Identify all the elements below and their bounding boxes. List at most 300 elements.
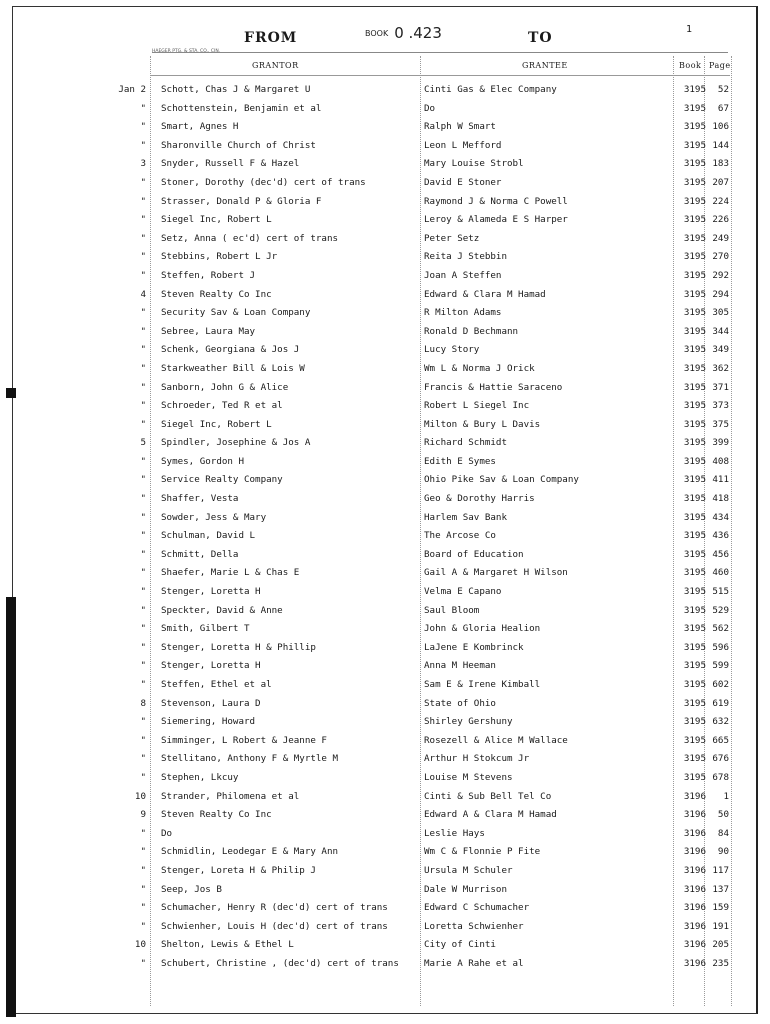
entry-book: 3195 (683, 660, 706, 672)
entry-book: 3195 (683, 604, 706, 616)
entry-date: " (140, 121, 146, 133)
entry-date: " (140, 214, 146, 226)
entry-page: 90 (717, 846, 729, 858)
entry-grantee: Ralph W Smart (424, 121, 496, 133)
table-row (0, 193, 770, 212)
entry-grantor: Schott, Chas J & Margaret U (161, 84, 311, 95)
entry-date: " (140, 493, 146, 505)
entry-page: 106 (712, 121, 729, 133)
entry-grantor: Schubert, Christine , (dec'd) cert of trans (161, 957, 399, 969)
entry-date: " (140, 418, 146, 430)
entry-grantee: Lucy Story (424, 344, 480, 356)
entry-date: " (140, 511, 146, 523)
entry-grantee: Leroy & Alameda E S Harper (424, 214, 568, 226)
entry-grantor: Stellitano, Anthony F & Myrtle M (161, 753, 339, 765)
entry-date: " (140, 530, 146, 542)
entry-book: 3196 (683, 883, 706, 895)
entry-date: Jan 2 (118, 84, 146, 95)
entry-grantee: Raymond J & Norma C Powell (424, 195, 568, 207)
entry-book: 3195 (683, 586, 706, 598)
entry-grantee: Dale W Murrison (424, 883, 507, 895)
entry-grantee: Geo & Dorothy Harris (424, 493, 535, 505)
entry-date: " (140, 102, 146, 114)
entry-book: 3195 (683, 455, 706, 467)
entry-grantor: Sebree, Laura May (161, 325, 256, 337)
entry-page: 224 (712, 195, 729, 207)
entry-page: 456 (712, 548, 729, 560)
entry-book: 3196 (683, 827, 706, 839)
table-row (0, 155, 770, 174)
entry-book: 3195 (683, 493, 706, 505)
entry-grantee: Ohio Pike Sav & Loan Company (424, 474, 579, 486)
entry-grantor: Schulman, David L (161, 530, 256, 542)
entry-grantee: Ronald D Bechmann (424, 325, 519, 337)
entry-date: " (140, 400, 146, 412)
table-row (0, 341, 770, 360)
entry-grantee: R Milton Adams (424, 307, 502, 319)
table-row (0, 379, 770, 398)
table-row (0, 137, 770, 156)
entry-grantee: Francis & Hattie Saraceno (424, 381, 563, 393)
table-row (0, 881, 770, 900)
entry-page: 50 (717, 809, 729, 821)
entry-grantee: Louise M Stevens (424, 771, 513, 783)
entry-grantee: Joan A Steffen (424, 269, 502, 281)
entry-grantor: Steven Realty Co Inc (161, 288, 272, 300)
table-row (0, 769, 770, 788)
table-row (0, 267, 770, 286)
entry-grantor: Shaffer, Vesta (161, 493, 239, 505)
entry-date: " (140, 753, 146, 765)
table-row (0, 955, 770, 974)
entry-date: " (140, 957, 146, 969)
entry-grantee: City of Cinti (424, 939, 496, 951)
entry-grantor: Stebbins, Robert L Jr (161, 251, 278, 263)
entry-grantor: Smith, Gilbert T (161, 623, 250, 635)
entry-book: 3196 (683, 790, 706, 802)
entry-book: 3196 (683, 846, 706, 858)
entry-date: " (140, 567, 146, 579)
entry-book: 3195 (683, 530, 706, 542)
entry-book: 3196 (683, 902, 706, 914)
entry-book: 3195 (683, 716, 706, 728)
entry-grantee: Richard Schmidt (424, 437, 507, 449)
entry-date: " (140, 381, 146, 393)
entry-date: " (140, 195, 146, 207)
table-row (0, 118, 770, 137)
entry-grantor: Siegel Inc, Robert L (161, 418, 272, 430)
entry-date: " (140, 176, 146, 188)
entry-grantee: Arthur H Stokcum Jr (424, 753, 530, 765)
entry-page: 676 (712, 753, 729, 765)
table-row (0, 918, 770, 937)
entry-grantee: Sam E & Irene Kimball (424, 679, 541, 690)
entry-book: 3195 (683, 511, 706, 523)
entry-grantor: Simminger, L Robert & Jeanne F (161, 734, 327, 746)
entry-grantor: Steffen, Ethel et al (161, 679, 272, 690)
table-row (0, 657, 770, 676)
table-row (0, 750, 770, 769)
entry-grantor: Sanborn, John G & Alice (161, 381, 289, 393)
table-row (0, 81, 770, 100)
entry-date: " (140, 232, 146, 244)
entry-date: 4 (140, 288, 146, 300)
entry-grantor: Shaefer, Marie L & Chas E (161, 567, 300, 579)
entry-book: 3195 (683, 400, 706, 412)
table-row (0, 862, 770, 881)
column-header-book: Book (679, 61, 702, 70)
entry-grantee: Saul Bloom (424, 604, 480, 616)
entry-grantor: Steven Realty Co Inc (161, 809, 272, 821)
table-row (0, 286, 770, 305)
entry-page: 144 (712, 139, 729, 151)
entry-grantor: Siegel Inc, Robert L (161, 214, 272, 226)
entry-book: 3195 (683, 102, 706, 114)
entry-grantee: Board of Education (424, 548, 524, 560)
table-row (0, 825, 770, 844)
entry-grantee: Peter Setz (424, 232, 480, 244)
table-row (0, 899, 770, 918)
entry-grantee: Marie A Rahe et al (424, 957, 524, 969)
printer-imprint: HAEGER PTG. & STA. CO., CIN. (152, 49, 221, 54)
entry-book: 3195 (683, 121, 706, 133)
entry-grantee: Cinti & Sub Bell Tel Co (424, 790, 552, 802)
entry-page: 599 (712, 660, 729, 672)
entry-date: " (140, 641, 146, 653)
entry-book: 3195 (683, 176, 706, 188)
table-row (0, 695, 770, 714)
entry-grantor: Sharonville Church of Christ (161, 139, 316, 151)
entry-grantor: Schenk, Georgiana & Jos J (161, 344, 300, 356)
entry-book: 3195 (683, 158, 706, 170)
entry-grantor: Security Sav & Loan Company (161, 307, 311, 319)
entry-grantor: Schwienher, Louis H (dec'd) cert of trans (161, 920, 388, 932)
entry-page: 596 (712, 641, 729, 653)
table-row (0, 360, 770, 379)
entry-grantor: Sowder, Jess & Mary (161, 511, 267, 523)
entry-grantee: Cinti Gas & Elec Company (424, 84, 557, 95)
entry-date: " (140, 734, 146, 746)
entry-grantee: John & Gloria Healion (424, 623, 541, 635)
entry-book: 3195 (683, 232, 706, 244)
table-row (0, 397, 770, 416)
entry-book: 3195 (683, 251, 706, 263)
entry-date: " (140, 362, 146, 374)
entry-page: 207 (712, 176, 729, 188)
table-row (0, 676, 770, 695)
book-stamp (365, 24, 442, 42)
entry-page: 84 (717, 827, 729, 839)
from-heading: FROM (244, 30, 298, 46)
entry-page: 249 (712, 232, 729, 244)
entry-grantor: Snyder, Russell F & Hazel (161, 158, 300, 170)
entry-book: 3195 (683, 548, 706, 560)
entry-grantor: Schumacher, Henry R (dec'd) cert of trans (161, 902, 388, 914)
entry-page: 375 (712, 418, 729, 430)
entry-date: " (140, 474, 146, 486)
entry-date: 8 (140, 697, 146, 709)
entry-grantee: Leon L Mefford (424, 139, 502, 151)
entry-grantor: Schmidlin, Leodegar E & Mary Ann (161, 846, 339, 858)
entry-page: 434 (712, 511, 729, 523)
entry-grantee: Milton & Bury L Davis (424, 418, 541, 430)
entry-page: 362 (712, 362, 729, 374)
entry-date: " (140, 139, 146, 151)
table-row (0, 304, 770, 323)
entry-grantee: David E Stoner (424, 176, 502, 188)
table-row (0, 434, 770, 453)
entry-page: 411 (712, 474, 729, 486)
entry-grantor: Schottenstein, Benjamin et al (161, 102, 322, 114)
table-row (0, 564, 770, 583)
entry-grantee: Shirley Gershuny (424, 716, 513, 728)
entry-book: 3195 (683, 362, 706, 374)
entry-date: " (140, 307, 146, 319)
entry-grantee: Loretta Schwienher (424, 920, 524, 932)
entry-grantee: Rosezell & Alice M Wallace (424, 734, 568, 746)
entry-date: " (140, 883, 146, 895)
entry-page: 399 (712, 437, 729, 449)
entry-page: 137 (712, 883, 729, 895)
entry-book: 3195 (683, 437, 706, 449)
entry-grantee: Edward & Clara M Hamad (424, 288, 546, 300)
entry-book: 3195 (683, 623, 706, 635)
entry-book: 3195 (683, 195, 706, 207)
entry-date: " (140, 864, 146, 876)
entry-grantor: Stoner, Dorothy (dec'd) cert of trans (161, 176, 366, 188)
entry-page: 418 (712, 493, 729, 505)
deed-index-table (0, 81, 770, 974)
entry-grantor: Setz, Anna ( ec'd) cert of trans (161, 232, 339, 244)
entry-date: " (140, 660, 146, 672)
table-row (0, 509, 770, 528)
table-row (0, 583, 770, 602)
entry-date: " (140, 455, 146, 467)
entry-grantee: Edith E Symes (424, 455, 496, 467)
entry-grantee: Velma E Capano (424, 586, 502, 598)
entry-date: " (140, 920, 146, 932)
entry-book: 3196 (683, 809, 706, 821)
book-stamp-value: 0 .423 (394, 24, 442, 42)
entry-grantor: Shelton, Lewis & Ethel L (161, 939, 294, 951)
entry-date: " (140, 679, 146, 690)
entry-grantee: Gail A & Margaret H Wilson (424, 567, 568, 579)
entry-date: " (140, 344, 146, 356)
entry-page: 529 (712, 604, 729, 616)
entry-date: " (140, 902, 146, 914)
table-row (0, 174, 770, 193)
entry-page: 562 (712, 623, 729, 635)
entry-book: 3195 (683, 269, 706, 281)
table-row (0, 936, 770, 955)
table-row (0, 416, 770, 435)
entry-grantor: Steffen, Robert J (161, 269, 256, 281)
entry-page: 305 (712, 307, 729, 319)
entry-page: 436 (712, 530, 729, 542)
entry-grantor: Stenger, Loreta H & Philip J (161, 864, 316, 876)
entry-book: 3195 (683, 474, 706, 486)
entry-grantee: Reita J Stebbin (424, 251, 507, 263)
entry-page: 665 (712, 734, 729, 746)
entry-grantee: Ursula M Schuler (424, 864, 513, 876)
entry-grantor: Smart, Agnes H (161, 121, 239, 133)
entry-page: 515 (712, 586, 729, 598)
entry-page: 67 (717, 102, 729, 114)
column-header-rule (150, 75, 730, 76)
entry-page: 373 (712, 400, 729, 412)
entry-grantor: Service Realty Company (161, 474, 283, 486)
entry-date: " (140, 251, 146, 263)
table-row (0, 620, 770, 639)
entry-book: 3195 (683, 288, 706, 300)
entry-book: 3195 (683, 734, 706, 746)
table-row (0, 806, 770, 825)
entry-date: 3 (140, 158, 146, 170)
entry-book: 3195 (683, 771, 706, 783)
entry-grantee: Anna M Heeman (424, 660, 496, 672)
table-row (0, 843, 770, 862)
table-row (0, 471, 770, 490)
entry-grantor: Spindler, Josephine & Jos A (161, 437, 311, 449)
entry-book: 3195 (683, 418, 706, 430)
entry-date: " (140, 846, 146, 858)
entry-book: 3195 (683, 139, 706, 151)
entry-grantor: Stephen, Lkcuy (161, 771, 239, 783)
entry-date: " (140, 716, 146, 728)
entry-grantee: Edward A & Clara M Hamad (424, 809, 557, 821)
table-row (0, 230, 770, 249)
table-row (0, 323, 770, 342)
entry-book: 3195 (683, 753, 706, 765)
entry-grantor: Schroeder, Ted R et al (161, 400, 283, 412)
entry-page: 1 (723, 790, 729, 802)
entry-grantor: Schmitt, Della (161, 548, 239, 560)
entry-page: 270 (712, 251, 729, 263)
entry-book: 3195 (683, 679, 706, 690)
entry-date: 10 (134, 790, 146, 802)
entry-book: 3195 (683, 344, 706, 356)
entry-grantor: Stevenson, Laura D (161, 697, 261, 709)
table-row (0, 248, 770, 267)
entry-date: " (140, 269, 146, 281)
column-header-grantor: GRANTOR (252, 61, 299, 70)
entry-page: 678 (712, 771, 729, 783)
entry-grantor: Strander, Philomena et al (161, 790, 300, 802)
entry-date: " (140, 604, 146, 616)
entry-grantor: Seep, Jos B (161, 883, 222, 895)
entry-page: 632 (712, 716, 729, 728)
entry-date: " (140, 325, 146, 337)
column-header-page: Page (709, 61, 731, 70)
entry-page: 292 (712, 269, 729, 281)
table-row (0, 713, 770, 732)
entry-grantee: Mary Louise Strobl (424, 158, 524, 170)
entry-date: " (140, 623, 146, 635)
entry-page: 191 (712, 920, 729, 932)
entry-grantee: Robert L Siegel Inc (424, 400, 530, 412)
entry-book: 3196 (683, 864, 706, 876)
sheet-number: 1 (686, 24, 693, 35)
entry-grantor: Stenger, Loretta H (161, 660, 261, 672)
table-row (0, 602, 770, 621)
entry-grantee: Do (424, 102, 436, 114)
entry-page: 619 (712, 697, 729, 709)
entry-grantor: Stenger, Loretta H (161, 586, 261, 598)
table-row (0, 546, 770, 565)
entry-grantee: LaJene E Kombrinck (424, 641, 524, 653)
entry-date: 10 (134, 939, 146, 951)
entry-grantee: Wm L & Norma J Orick (424, 362, 535, 374)
entry-book: 3195 (683, 641, 706, 653)
entry-page: 344 (712, 325, 729, 337)
entry-book: 3195 (683, 84, 706, 95)
entry-page: 602 (712, 679, 729, 690)
table-row (0, 527, 770, 546)
table-row (0, 788, 770, 807)
table-row (0, 211, 770, 230)
entry-page: 183 (712, 158, 729, 170)
entry-book: 3196 (683, 939, 706, 951)
entry-grantee: Wm C & Flonnie P Fite (424, 846, 541, 858)
entry-book: 3195 (683, 381, 706, 393)
entry-grantor: Stenger, Loretta H & Phillip (161, 641, 316, 653)
entry-page: 408 (712, 455, 729, 467)
entry-grantor: Siemering, Howard (161, 716, 256, 728)
entry-grantor: Starkweather Bill & Lois W (161, 362, 305, 374)
entry-book: 3196 (683, 957, 706, 969)
table-row (0, 100, 770, 119)
entry-page: 117 (712, 864, 729, 876)
entry-grantee: Leslie Hays (424, 827, 485, 839)
entry-page: 460 (712, 567, 729, 579)
entry-date: " (140, 586, 146, 598)
entry-page: 371 (712, 381, 729, 393)
table-row (0, 453, 770, 472)
entry-date: " (140, 827, 146, 839)
entry-date: 5 (140, 437, 146, 449)
entry-book: 3195 (683, 214, 706, 226)
entry-book: 3195 (683, 325, 706, 337)
table-row (0, 639, 770, 658)
entry-page: 205 (712, 939, 729, 951)
entry-grantee: Harlem Sav Bank (424, 511, 507, 523)
entry-book: 3196 (683, 920, 706, 932)
table-row (0, 490, 770, 509)
book-stamp-prefix: BOOK (365, 29, 389, 38)
table-row (0, 732, 770, 751)
column-header-grantee: GRANTEE (522, 61, 568, 70)
entry-book: 3195 (683, 307, 706, 319)
entry-grantee: Edward C Schumacher (424, 902, 530, 914)
entry-book: 3195 (683, 697, 706, 709)
entry-date: " (140, 548, 146, 560)
entry-page: 52 (717, 84, 729, 95)
entry-date: 9 (140, 809, 146, 821)
entry-grantor: Speckter, David & Anne (161, 604, 283, 616)
header-rule (152, 52, 728, 53)
to-heading: TO (528, 30, 553, 46)
entry-page: 235 (712, 957, 729, 969)
entry-grantee: State of Ohio (424, 697, 496, 709)
entry-grantor: Symes, Gordon H (161, 455, 244, 467)
entry-grantor: Strasser, Donald P & Gloria F (161, 195, 322, 207)
entry-page: 226 (712, 214, 729, 226)
entry-book: 3195 (683, 567, 706, 579)
entry-page: 159 (712, 902, 729, 914)
entry-grantee: The Arcose Co (424, 530, 496, 542)
entry-date: " (140, 771, 146, 783)
entry-page: 349 (712, 344, 729, 356)
